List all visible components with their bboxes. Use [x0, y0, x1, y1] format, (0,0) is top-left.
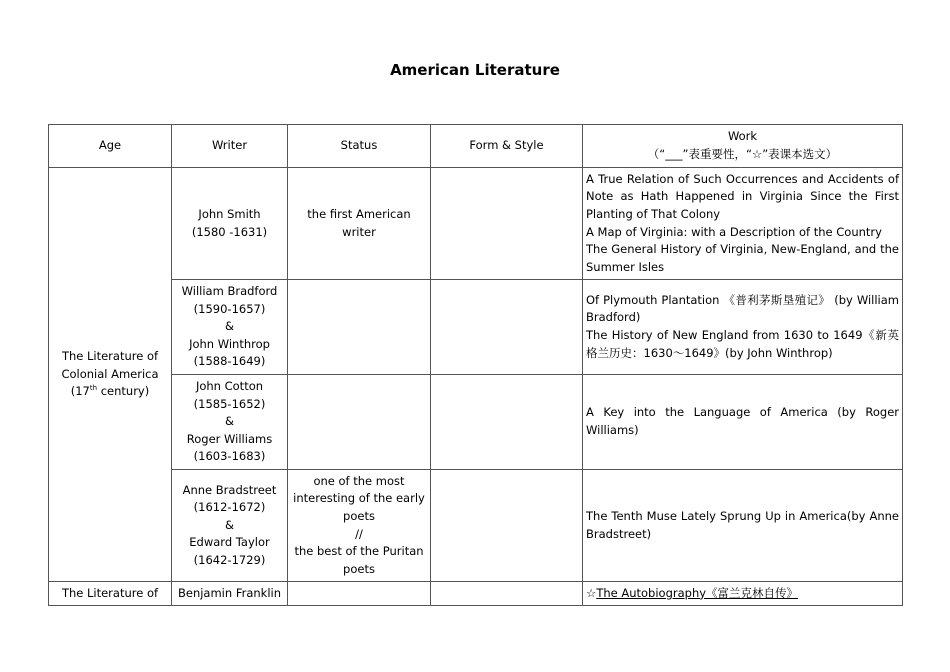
- form-cell: [431, 582, 583, 606]
- writer-separator: &: [225, 414, 234, 429]
- writer-dates: (1642-1729): [193, 552, 266, 567]
- work-title: The History of New England from 1630 to 1649《新英格兰历史：1630～1649》(by John Winthrop): [586, 328, 899, 360]
- work-title: Of Plymouth Plantation 《普利茅斯垦殖记》 (by William Bradford): [586, 292, 899, 325]
- writer-cell: [172, 168, 288, 280]
- writer-cell: [172, 375, 288, 470]
- header-form-style: Form & Style: [431, 125, 583, 168]
- writer-name: Anne Bradstreet: [182, 482, 277, 497]
- writer-dates: (1580 -1631): [191, 224, 268, 239]
- form-cell: [431, 470, 583, 582]
- writer-dates: (1603-1683): [193, 449, 266, 464]
- age-line: (17th century): [70, 384, 150, 399]
- table-row: [49, 375, 903, 470]
- table-row: [49, 280, 903, 375]
- work-title: A Map of Virginia: with a Description of the Country: [586, 224, 882, 239]
- status-line: one of the most: [313, 473, 405, 488]
- work-title-underlined: The Autobiography《富兰克林自传》: [596, 585, 799, 600]
- header-work: [583, 125, 903, 168]
- work-title: A True Relation of Such Occurrences and Accidents of Note as Hath Happened in Virginia Since the First Planting of That Colony: [586, 171, 899, 221]
- star-icon: ☆: [586, 585, 597, 600]
- writer-separator: &: [225, 319, 234, 334]
- header-writer: Writer: [172, 125, 288, 168]
- writer-name: John Winthrop: [189, 336, 270, 351]
- writer-cell: [172, 280, 288, 375]
- writer-cell: [172, 582, 288, 606]
- status-line: interesting of the early: [293, 491, 425, 506]
- writer-name: Roger Williams: [186, 431, 273, 446]
- header-work-note: （“___”表重要性，“☆”表课本选文）: [647, 147, 838, 161]
- header-age: Age: [49, 125, 172, 168]
- table-row: [49, 168, 903, 280]
- age-cell: [49, 168, 172, 582]
- writer-name: Edward Taylor: [189, 535, 270, 550]
- work-title: The General History of Virginia, New-England, and the Summer Isles: [586, 242, 899, 274]
- status-separator: //: [355, 526, 363, 541]
- status-cell: [288, 168, 431, 280]
- header-row: [49, 125, 903, 168]
- writer-dates: (1612-1672): [193, 500, 266, 515]
- table-row: [49, 582, 903, 606]
- status-cell: [288, 280, 431, 375]
- header-work-label: Work: [727, 129, 758, 144]
- form-cell: [431, 168, 583, 280]
- header-status: Status: [288, 125, 431, 168]
- writer-separator: &: [225, 517, 234, 532]
- age-cell: [49, 582, 172, 606]
- writer-name: John Smith: [198, 206, 261, 221]
- status-line: the best of the Puritan: [294, 544, 424, 559]
- form-cell: [431, 280, 583, 375]
- work-cell: [583, 375, 903, 470]
- writer-name: Benjamin Franklin: [177, 585, 282, 600]
- work-cell: [583, 470, 903, 582]
- literature-table: [48, 124, 903, 606]
- work-cell: [583, 582, 903, 606]
- age-line: The Literature of: [61, 585, 159, 600]
- status-line: poets: [343, 508, 375, 523]
- writer-cell: [172, 470, 288, 582]
- age-line: The Literature of: [61, 349, 159, 364]
- writer-dates: (1588-1649): [193, 354, 266, 369]
- status-line: writer: [342, 224, 376, 239]
- status-line: the first American: [307, 206, 411, 221]
- status-cell: [288, 470, 431, 582]
- status-line: poets: [343, 561, 375, 576]
- work-cell: [583, 168, 903, 280]
- work-title: The Tenth Muse Lately Sprung Up in America(by Anne Bradstreet): [586, 508, 899, 541]
- writer-dates: (1585-1652): [193, 396, 266, 411]
- writer-name: John Cotton: [195, 379, 264, 394]
- status-cell: [288, 582, 431, 606]
- form-cell: [431, 375, 583, 470]
- work-title: A Key into the Language of America (by Roger Williams): [586, 405, 899, 437]
- work-cell: [583, 280, 903, 375]
- status-cell: [288, 375, 431, 470]
- writer-dates: (1590-1657): [193, 301, 266, 316]
- writer-name: William Bradford: [181, 284, 278, 299]
- age-line: Colonial America: [61, 366, 159, 381]
- table-row: [49, 470, 903, 582]
- page-title: American Literature: [390, 61, 560, 79]
